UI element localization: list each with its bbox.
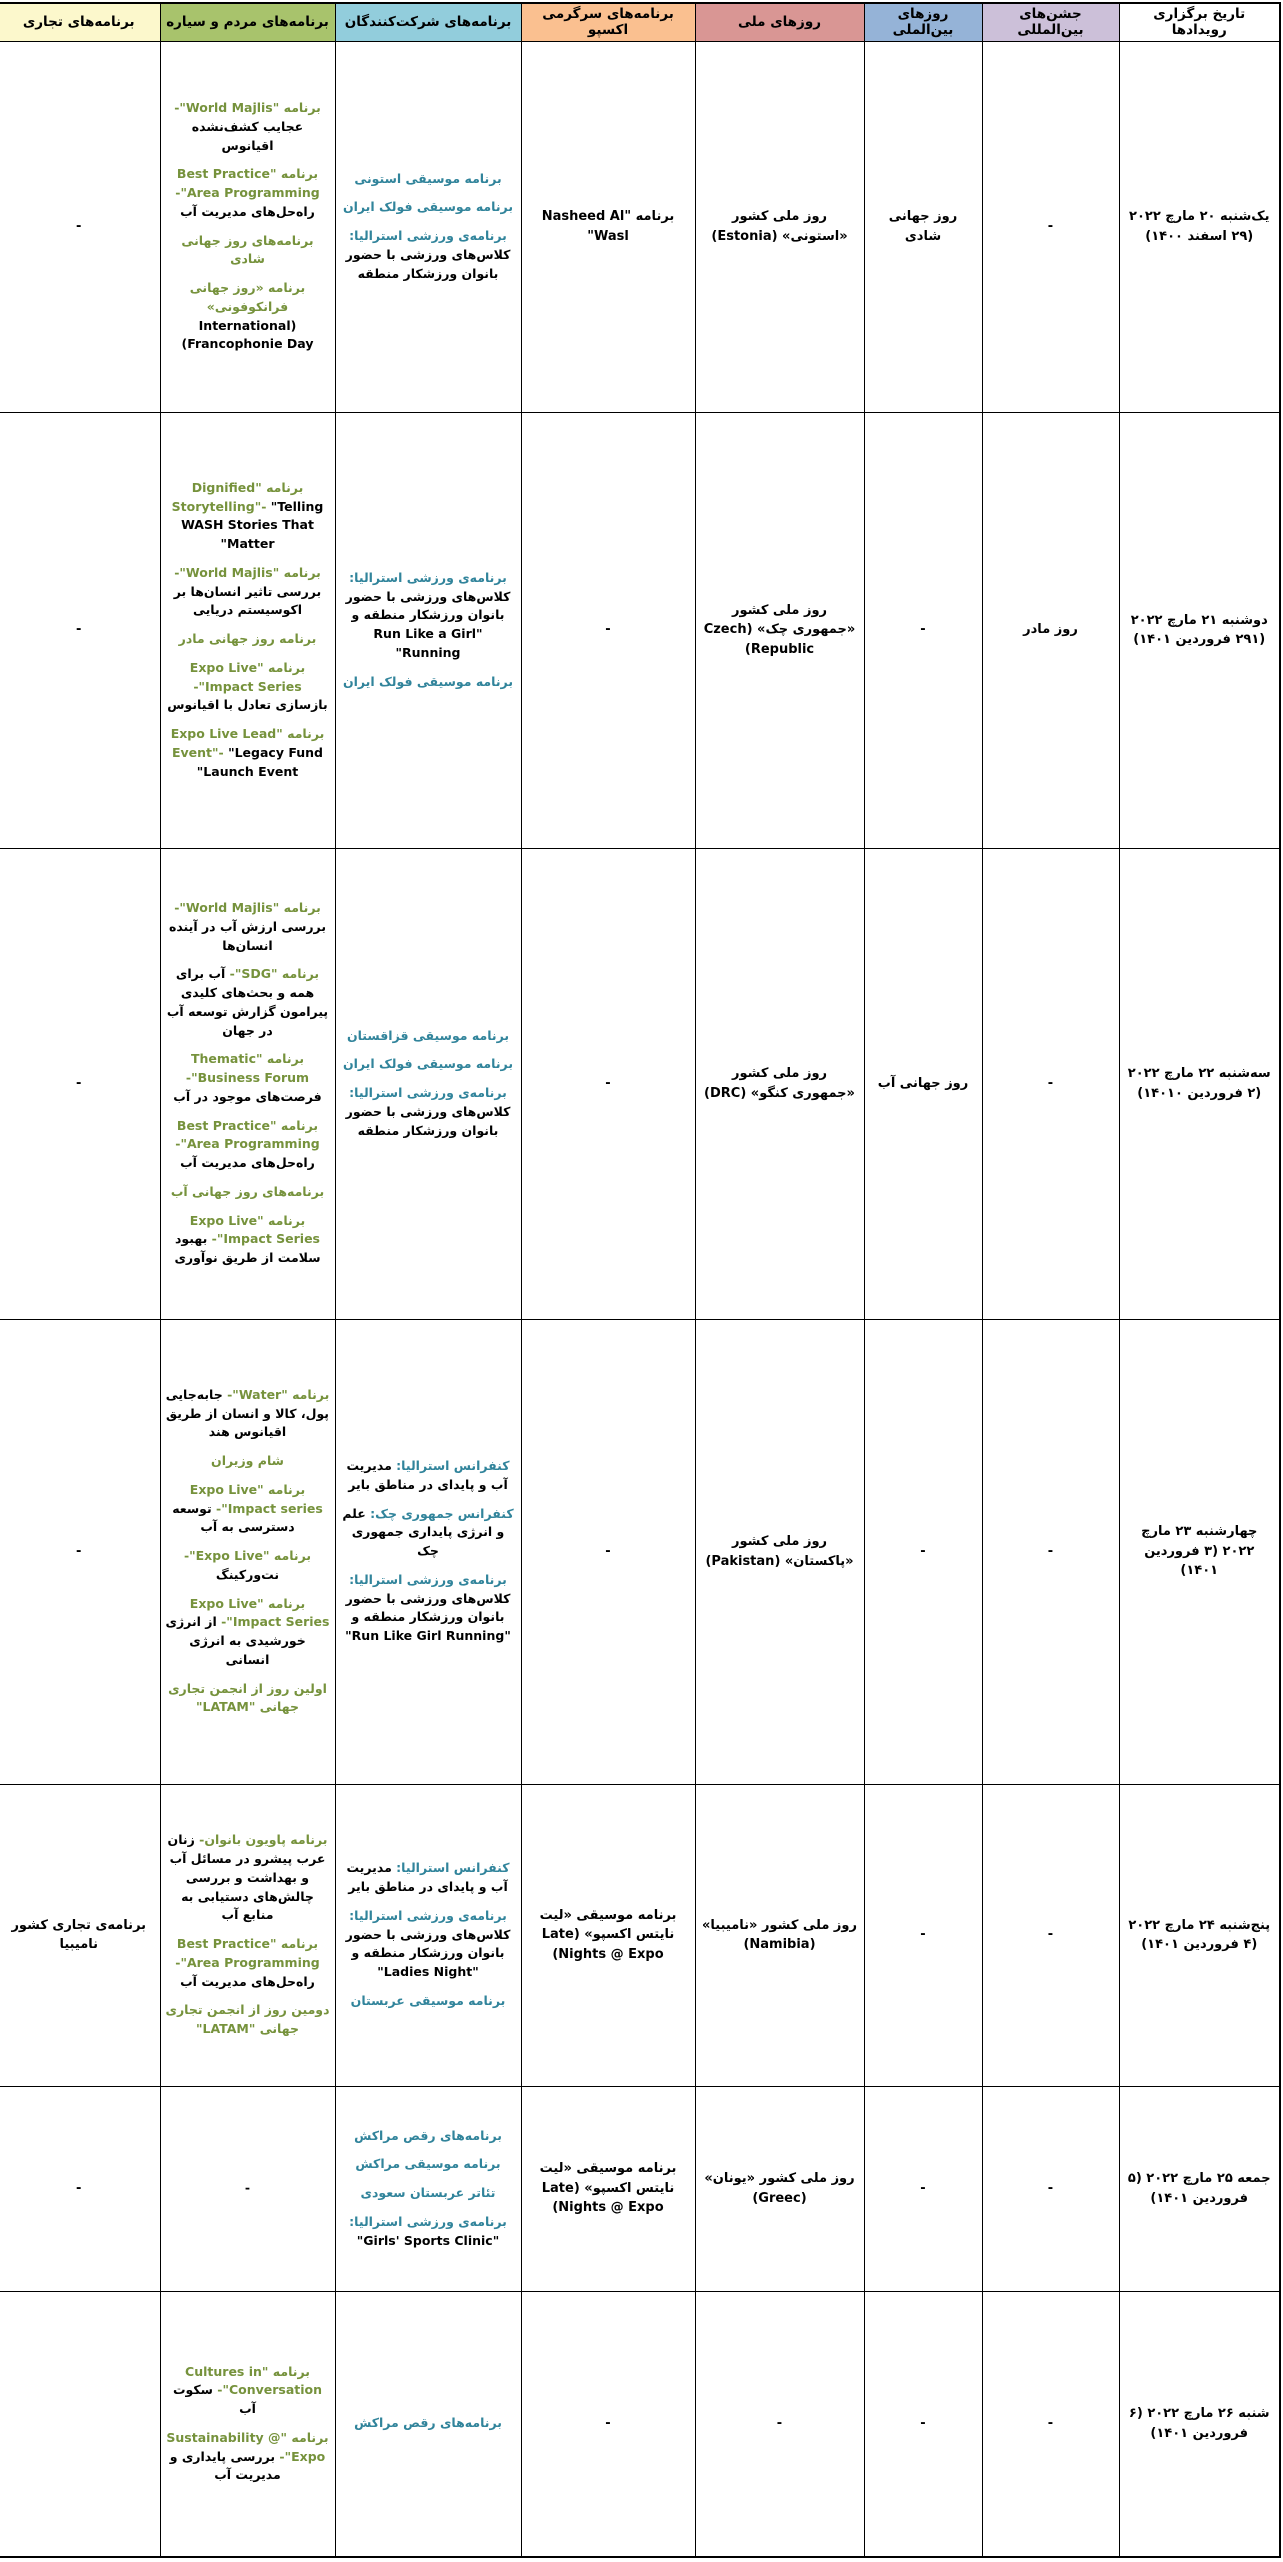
cell-text: برنامه موسیقی فولک ایران — [342, 1056, 514, 1072]
table-row — [0, 1784, 1280, 2086]
cell-date — [1119, 1784, 1280, 2086]
cell-business — [0, 2086, 160, 2291]
cell-people_planet — [160, 2291, 335, 2557]
cell-participants — [335, 848, 521, 1319]
cell-celebrations — [982, 2291, 1119, 2557]
cell-text: روز جهانی آب — [877, 1075, 969, 1091]
cell-date — [1119, 2291, 1280, 2557]
cell-text: - — [244, 2180, 251, 2196]
cell-entertainment — [521, 2291, 695, 2557]
cell-text: برنامه "Expo Live"- نت‌ورکینگ — [183, 1548, 312, 1582]
cell-people_planet — [160, 412, 335, 848]
cell-participants — [335, 412, 521, 848]
cell-text: - — [1047, 218, 1054, 234]
cell-text: برنامه‌ی ورزشی استرالیا: کلاس‌های ورزشی با حضور بانوان ورزشکار منطقه و "Run Like a Girl Running" — [345, 569, 511, 660]
cell-text: کنفرانس استرالیا: مدیریت آب و پایدای در مناطق بایر — [346, 1458, 510, 1492]
cell-text: برنامه "Dignified Storytelling"- "Telling WASH Stories That Matter" — [171, 479, 324, 551]
cell-text: برنامه‌های رقص مراکش — [354, 2127, 502, 2143]
cell-celebrations — [982, 2086, 1119, 2291]
cell-people_planet — [160, 41, 335, 412]
column-header-intl_days: روزهای بین‌الملی — [864, 3, 982, 41]
cell-text: برنامه "Expo Live Impact Series"- بازسازی تعادل با اقیانوس — [167, 659, 328, 713]
cell-text: برنامه "Expo Live Impact series"- توسعه دسترسی به آب — [172, 1481, 323, 1535]
cell-text: دوشنبه ۲۱ مارچ ۲۰۲۲ (۲۹۱ فروردین ۱۴۰۱) — [1130, 612, 1268, 647]
cell-intl_days — [864, 1784, 982, 2086]
cell-text: - — [76, 622, 82, 638]
cell-intl_days — [864, 412, 982, 848]
cell-date — [1119, 1319, 1280, 1784]
cell-text: - — [920, 1543, 926, 1559]
cell-text: برنامه موسیقی عربستان — [350, 1992, 506, 2008]
cell-celebrations — [982, 1784, 1119, 2086]
cell-business — [0, 2291, 160, 2557]
cell-text: - — [605, 2416, 611, 2431]
cell-text: برنامه "Expo Live Impact Series"- بهبود سلامت از طریق نوآوری — [174, 1212, 321, 1266]
cell-intl_days — [864, 41, 982, 412]
cell-entertainment — [521, 412, 695, 848]
cell-date — [1119, 2086, 1280, 2291]
cell-participants — [335, 1784, 521, 2086]
cell-natl_days — [695, 1319, 864, 1784]
cell-natl_days — [695, 2291, 864, 2557]
cell-text: برنامه‌ی ورزشی استرالیا: کلاس‌های ورزشی با حضور بانوان ورزشکار منطقه — [345, 228, 511, 281]
cell-text: - — [920, 2416, 926, 2431]
cell-intl_days — [864, 2086, 982, 2291]
cell-celebrations — [982, 41, 1119, 412]
cell-text: - — [605, 1075, 611, 1091]
cell-participants — [335, 2291, 521, 2557]
column-header-entertainment: برنامه‌های سرگرمی اکسپو — [521, 3, 695, 41]
cell-text: روز جهانی شادی — [888, 209, 958, 244]
cell-text: برنامه‌های رقص مراکش — [354, 2415, 502, 2431]
cell-text: - — [1047, 2180, 1054, 2196]
column-header-celebrations: جشن‌های بین‌المللی — [982, 3, 1119, 41]
column-header-date: تاریخ برگزاری رویدادها — [1119, 3, 1280, 41]
cell-text: برنامه‌های روز جهانی آب — [170, 1183, 325, 1199]
cell-text: برنامه موسیقی قزاقستان — [346, 1027, 510, 1043]
cell-business — [0, 848, 160, 1319]
cell-text: برنامه "Best Practice Area Programming"- راه‌حل‌های مدیریت آب — [175, 1936, 320, 1989]
cell-entertainment — [521, 41, 695, 412]
cell-date — [1119, 848, 1280, 1319]
cell-people_planet — [160, 1784, 335, 2086]
cell-text: برنامه "World Majlis"- بررسی ارزش آب در آینده انسان‌ها — [168, 900, 327, 953]
cell-text: روز ملی کشور «نامیبیا» (Namibia) — [702, 1917, 857, 1952]
cell-text: برنامه "Expo Live Impact Series"- از انرژی خورشیدی به انرژی انسانی — [165, 1595, 330, 1667]
cell-natl_days — [695, 848, 864, 1319]
cell-intl_days — [864, 848, 982, 1319]
cell-text: - — [920, 1927, 926, 1943]
cell-text: - — [920, 622, 926, 638]
cell-text: جمعه ۲۵ مارچ ۲۰۲۲ (۵ فروردین ۱۴۰۱) — [1127, 2171, 1271, 2206]
cell-text: - — [76, 1075, 82, 1091]
cell-text: برنامه موسیقی فولک ایران — [342, 673, 514, 689]
cell-text: - — [76, 2180, 82, 2196]
cell-celebrations — [982, 412, 1119, 848]
table-row — [0, 2291, 1280, 2557]
cell-text: برنامه پاویون بانوان- زنان عرب پیشرو در مسائل آب و بهداشت و بررسی چالش‌های دستیابی به منابع آب — [167, 1832, 328, 1923]
cell-text: برنامه‌های روز جهانی شادی — [181, 232, 314, 267]
cell-business — [0, 1784, 160, 2086]
cell-text: برنامه موسیقی فولک ایران — [342, 199, 514, 215]
cell-entertainment — [521, 848, 695, 1319]
cell-text: برنامه‌ی ورزشی استرالیا: "Girls' Sports Clinic" — [349, 2213, 507, 2248]
cell-text: برنامه روز جهانی مادر — [178, 631, 317, 646]
table-row — [0, 848, 1280, 1319]
cell-text: برنامه موسیقی مراکش — [355, 2156, 501, 2172]
cell-business — [0, 41, 160, 412]
cell-text: برنامه «روز جهانی فرانکوفونی» (International Francophonie Day) — [181, 280, 314, 352]
cell-celebrations — [982, 1319, 1119, 1784]
cell-text: روز ملی کشور «جمهوری چک» (Czech Republic) — [703, 602, 856, 657]
expo-weekly-schedule-table — [0, 2, 1281, 2558]
cell-text: پنج‌شنبه ۲۴ مارچ ۲۰۲۲ (۴ فروردین ۱۴۰۱) — [1128, 1917, 1271, 1952]
cell-text: - — [1047, 1543, 1054, 1559]
cell-text: برنامه "Cultures in Conversation"- سکوت آب — [172, 2363, 323, 2416]
cell-text: برنامه "Thematic Business Forum"- فرصت‌های موجود در آب — [173, 1051, 322, 1104]
cell-text: برنامه موسیقی استونی — [354, 170, 502, 186]
cell-natl_days — [695, 412, 864, 848]
cell-text: برنامه "Expo Live Lead Event"- "Legacy Fund Launch Event" — [170, 726, 325, 779]
column-header-natl_days: روزهای ملی — [695, 3, 864, 41]
cell-text: - — [605, 1543, 611, 1559]
cell-natl_days — [695, 1784, 864, 2086]
cell-text: - — [920, 2180, 926, 2196]
cell-text: برنامه موسیقی «لیت نایتس اکسپو» (Late Nights @ Expo) — [539, 2161, 677, 2216]
table-row — [0, 41, 1280, 412]
cell-text: - — [776, 2416, 783, 2431]
cell-text: دومین روز از انجمن تجاری جهانی "LATAM" — [165, 2002, 330, 2036]
cell-text: روز ملی کشور «جمهوری کنگو» (DRC) — [704, 1066, 855, 1101]
cell-text: کنفرانس استرالیا: مدیریت آب و پایدای در مناطق بایر — [346, 1860, 510, 1895]
cell-entertainment — [521, 2086, 695, 2291]
cell-people_planet — [160, 1319, 335, 1784]
cell-participants — [335, 1319, 521, 1784]
cell-text: سه‌شنبه ۲۲ مارچ ۲۰۲۲ (۲ فروردین ۱۴۰۱۰) — [1127, 1066, 1271, 1101]
cell-people_planet — [160, 2086, 335, 2291]
cell-intl_days — [864, 1319, 982, 1784]
cell-text: کنفرانس جمهوری چک: علم و انرژی پایداری جمهوری چک — [342, 1505, 514, 1559]
cell-natl_days — [695, 41, 864, 412]
cell-text: برنامه "SDG"- آب برای همه و بحث‌های کلیدی پیرامون گزارش توسعه آب در جهان — [166, 966, 329, 1038]
cell-text: - — [1047, 2416, 1054, 2431]
cell-text: اولین روز از انجمن تجاری جهانی "LATAM" — [168, 1680, 327, 1715]
cell-text: برنامه "Best Practice Area Programming"- راه‌حل‌های مدیریت آب — [175, 166, 320, 219]
cell-text: برنامه موسیقی «لیت نایتس اکسپو» (Late Nights @ Expo) — [539, 1907, 677, 1962]
cell-text: برنامه "World Majlis"- عجایب کشف‌نشده اقیانوس — [174, 100, 321, 153]
column-header-people_planet: برنامه‌های مردم و سیاره — [160, 3, 335, 41]
table-row — [0, 1319, 1280, 1784]
cell-text: یک‌شنبه ۲۰ مارچ ۲۰۲۲ (۲۹ اسفند ۱۴۰۰) — [1129, 209, 1270, 244]
column-header-participants: برنامه‌های شرکت‌کنندگان — [335, 3, 521, 41]
cell-participants — [335, 41, 521, 412]
cell-text: برنامه‌ی ورزشی استرالیا: کلاس‌های ورزشی با حضور بانوان ورزشکار منطقه و "Run Like Girl Running" — [345, 1571, 511, 1644]
cell-text: روز مادر — [1023, 622, 1078, 638]
cell-entertainment — [521, 1319, 695, 1784]
table-row — [0, 412, 1280, 848]
cell-text: برنامه‌ی ورزشی استرالیا: کلاس‌های ورزشی با حضور بانوان ورزشکار منطقه و "Ladies Night" — [345, 1907, 511, 1980]
cell-text: شام وزیران — [211, 1453, 284, 1469]
cell-text: - — [1047, 1927, 1054, 1943]
cell-text: روز ملی کشور «پاکستان» (Pakistan) — [705, 1534, 854, 1569]
schedule-body — [0, 41, 1280, 2557]
cell-text: روز ملی کشور «یونان» (Greec) — [704, 2171, 855, 2206]
cell-intl_days — [864, 2291, 982, 2557]
cell-date — [1119, 41, 1280, 412]
cell-entertainment — [521, 1784, 695, 2086]
cell-date — [1119, 412, 1280, 848]
cell-text: برنامه "Nasheed Al Wasl" — [541, 209, 675, 244]
column-header-business: برنامه‌های تجاری — [0, 3, 160, 41]
cell-text: - — [76, 218, 82, 234]
cell-business — [0, 1319, 160, 1784]
cell-people_planet — [160, 848, 335, 1319]
cell-text: چهارشنبه ۲۳ مارچ ۲۰۲۲ (۳ فروردین ۱۴۰۱) — [1141, 1524, 1258, 1579]
cell-business — [0, 412, 160, 848]
cell-text: برنامه "Best Practice Area Programming"- راه‌حل‌های مدیریت آب — [175, 1117, 320, 1171]
cell-text: برنامه‌ی تجاری کشور نامیبیا — [11, 1917, 147, 1952]
cell-text: - — [1047, 1075, 1054, 1091]
cell-text: شنبه ۲۶ مارچ ۲۰۲۲ (۶ فروردین ۱۴۰۱) — [1128, 2406, 1270, 2441]
cell-text: برنامه‌ی ورزشی استرالیا: کلاس‌های ورزشی با حضور بانوان ورزشکار منطقه — [345, 1085, 511, 1138]
cell-text: - — [605, 622, 611, 638]
table-row — [0, 2086, 1280, 2291]
cell-text: برنامه "World Majlis"- بررسی تاثیر انسان‌ها بر اکوسیستم دریایی — [173, 564, 322, 618]
cell-natl_days — [695, 2086, 864, 2291]
cell-participants — [335, 2086, 521, 2291]
cell-text: تئاتر عربستان سعودی — [360, 2185, 496, 2201]
cell-text: برنامه "Sustainability @ Expo"- بررسی پایداری و مدیریت آب — [166, 2429, 329, 2483]
cell-text: - — [76, 1543, 82, 1559]
cell-celebrations — [982, 848, 1119, 1319]
cell-text: روز ملی کشور «استونی» (Estonia) — [711, 209, 848, 244]
header-row — [0, 3, 1280, 41]
cell-text: برنامه "Water"- جابه‌جایی پول، کالا و انسان از طریق اقیانوس هند — [165, 1386, 330, 1440]
